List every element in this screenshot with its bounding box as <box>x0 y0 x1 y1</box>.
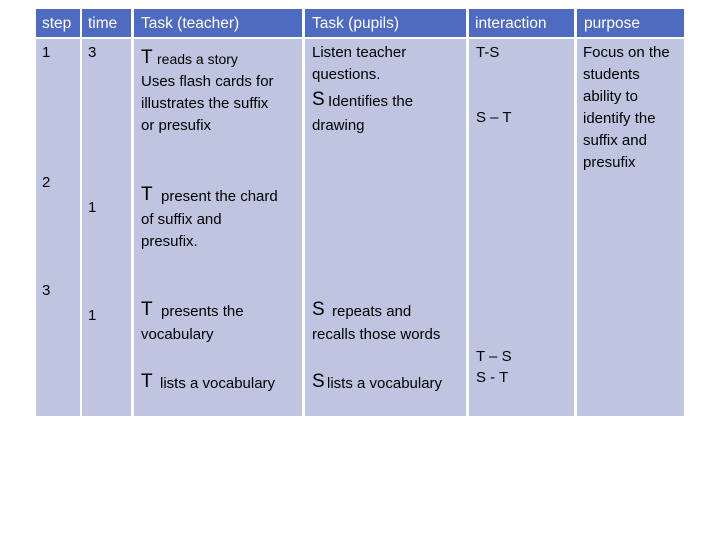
teacher-marker: T <box>141 47 153 68</box>
teacher-task-text: illustrates the suffix <box>141 95 269 112</box>
header-purpose: purpose <box>584 15 641 32</box>
teacher-marker: T <box>141 184 153 205</box>
pupils-marker: S <box>312 299 325 320</box>
interaction-cell: S - T <box>476 369 509 386</box>
purpose-text: ability to <box>583 88 639 105</box>
time-cell: 1 <box>88 307 97 324</box>
teacher-task-text: reads a story <box>157 51 238 67</box>
header-step: step <box>42 15 72 32</box>
purpose-text: suffix and <box>583 132 647 149</box>
column-divider <box>302 9 305 416</box>
pupils-task-text: Identifies the <box>328 93 414 110</box>
time-cell: 3 <box>88 44 97 61</box>
teacher-task-text: lists a vocabulary <box>160 375 276 392</box>
step-cell: 1 <box>42 44 51 61</box>
teacher-task-text: present the chard <box>161 188 278 205</box>
step-cell: 3 <box>42 282 51 299</box>
pupils-marker: S <box>312 371 325 392</box>
column-divider <box>574 9 577 416</box>
header-pupils-task: Task (pupils) <box>312 15 399 32</box>
pupils-task-text: Listen teacher <box>312 44 407 61</box>
pupils-task-text: repeats and <box>332 303 412 320</box>
pupils-task-text: lists a vocabulary <box>327 375 443 392</box>
column-divider <box>466 9 469 416</box>
teacher-task-text: presents the <box>161 303 244 320</box>
teacher-marker: T <box>141 299 153 320</box>
teacher-task-text: Uses flash cards for <box>141 73 274 90</box>
teacher-task-text: vocabulary <box>141 326 214 343</box>
interaction-cell: T-S <box>476 44 500 61</box>
teacher-task-text: presufix. <box>141 233 198 250</box>
teacher-marker: T <box>141 371 153 392</box>
teacher-task-text: of suffix and <box>141 211 222 228</box>
purpose-text: students <box>583 66 640 83</box>
teacher-task-text: or presufix <box>141 117 212 134</box>
purpose-text: presufix <box>583 154 636 171</box>
time-cell: 1 <box>88 199 97 216</box>
column-divider <box>80 9 82 416</box>
column-divider <box>131 9 134 416</box>
header-teacher-task: Task (teacher) <box>141 15 240 32</box>
pupils-task-text: recalls those words <box>312 326 441 343</box>
header-underline <box>36 37 684 39</box>
header-time: time <box>88 15 118 32</box>
step-cell: 2 <box>42 174 51 191</box>
header-interaction: interaction <box>475 15 547 32</box>
pupils-marker: S <box>312 89 325 110</box>
pupils-task-text: drawing <box>312 117 365 134</box>
pupils-task-text: questions. <box>312 66 381 83</box>
interaction-cell: T – S <box>476 348 512 365</box>
purpose-text: identify the <box>583 110 656 127</box>
interaction-cell: S – T <box>476 109 512 126</box>
purpose-text: Focus on the <box>583 44 670 61</box>
